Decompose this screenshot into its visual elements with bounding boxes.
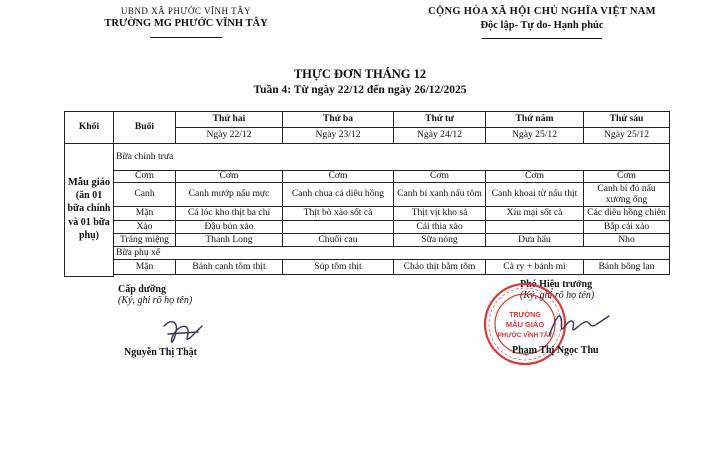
agency-name: UBND XÃ PHƯỚC VĨNH TÂY <box>120 6 252 16</box>
day-date: Ngày 22/12 <box>176 128 283 144</box>
dish-cell: Dưa hấu <box>486 234 584 247</box>
day-name: Thứ hai <box>176 112 283 128</box>
dish-cell: Bánh bông lan <box>584 260 670 275</box>
dish-cell <box>283 221 394 234</box>
dish-cell: Sữa nóng <box>394 234 486 247</box>
day-date: Ngày 25/12 <box>486 128 584 144</box>
dish-cell: Chuối cau <box>283 234 394 247</box>
dish-cell: Cơm <box>176 171 283 183</box>
dish-cell: Canh khoai từ nấu thịt <box>486 183 584 207</box>
dish-cell: Canh bí xanh nấu tôm <box>394 183 486 207</box>
dish-label: Mặn <box>114 260 176 275</box>
khoi-note: (ăn 01 bữa chính và 01 bữa phụ) <box>67 189 111 242</box>
dish-label: Mặn <box>114 207 176 221</box>
signer-name-right: Phạm Thị Ngọc Thu <box>512 345 599 356</box>
khoi-cell <box>65 144 114 277</box>
dish-cell <box>486 221 584 234</box>
table-row <box>65 221 670 234</box>
signature-block-left <box>118 284 258 306</box>
dish-cell: Cơm <box>486 171 584 183</box>
table-row <box>65 234 670 247</box>
page-title: THỰC ĐƠN THÁNG 12 <box>293 67 427 81</box>
column-header-buoi: Buổi <box>114 112 176 144</box>
dish-cell: Nho <box>584 234 670 247</box>
agency-header <box>96 6 276 29</box>
day-date: Ngày 25/12 <box>584 128 670 144</box>
dish-cell: Canh bí đỏ nấu xương ống <box>584 183 670 207</box>
dish-cell: Các diêu hồng chiên <box>584 207 670 221</box>
dish-cell: Cháo thịt bằm tôm <box>394 260 486 275</box>
stamp-text-line1: TRƯỜNG <box>509 312 541 319</box>
dish-cell: Bắp cải xào <box>584 221 670 234</box>
day-date: Ngày 24/12 <box>394 128 486 144</box>
menu-table <box>64 111 670 277</box>
page-subtitle: Tuần 4: Từ ngày 22/12 đến ngày 26/12/2025 <box>253 84 467 96</box>
dish-cell: Xíu mại sốt cà <box>486 207 584 221</box>
column-header-khoi: Khối <box>65 112 114 144</box>
table-row <box>65 207 670 221</box>
school-name: TRƯỜNG MG PHƯỚC VĨNH TÂY <box>104 18 268 29</box>
section-row-snack <box>65 247 670 260</box>
signer-role-left: Cấp dưỡng <box>118 284 166 295</box>
handwritten-signature-right <box>545 306 615 344</box>
table-row <box>65 260 670 275</box>
table-row <box>65 171 670 183</box>
dish-cell: Cơm <box>394 171 486 183</box>
table-spacer-row <box>65 275 670 277</box>
header-row-days <box>65 112 670 128</box>
dish-cell: Thịt vịt kho sả <box>394 207 486 221</box>
dish-cell: Cơm <box>283 171 394 183</box>
signer-note-right: (Ký, ghi rõ họ tên) <box>520 290 595 301</box>
dish-cell: Canh mướp nấu mực <box>176 183 283 207</box>
dish-cell: Cơm <box>584 171 670 183</box>
signer-note-left: (Ký, ghi rõ họ tên) <box>118 295 193 306</box>
header-right-rule <box>482 38 602 39</box>
handwritten-signature-left <box>158 312 218 352</box>
dish-label: Tráng miệng <box>114 234 176 247</box>
day-name: Thứ tư <box>394 112 486 128</box>
national-motto: Độc lập- Tự do- Hạnh phúc <box>480 20 604 31</box>
section-snack: Bữa phụ xế <box>114 247 670 260</box>
dish-cell: Cá lóc kho thịt ba chỉ <box>176 207 283 221</box>
dish-label: Canh <box>114 183 176 207</box>
dish-cell: Bánh canh tôm thịt <box>176 260 283 275</box>
stamp-text-line3: PHƯỚC VĨNH TÂY <box>497 332 553 339</box>
dish-cell: Cà ry + bánh mì <box>486 260 584 275</box>
dish-cell: Đậu bún xào <box>176 221 283 234</box>
section-main-meal: Bữa chính trưa <box>114 144 670 171</box>
day-date: Ngày 23/12 <box>283 128 394 144</box>
stamp-text-line2: MẪU GIÁO <box>505 320 545 329</box>
dish-label: Cơm <box>114 171 176 183</box>
dish-label: Xào <box>114 221 176 234</box>
dish-cell: Thanh Long <box>176 234 283 247</box>
dish-cell: Canh chua cá diêu hồng <box>283 183 394 207</box>
day-name: Thứ sáu <box>584 112 670 128</box>
dish-cell: Súp tôm thịt <box>283 260 394 275</box>
day-name: Thứ năm <box>486 112 584 128</box>
signer-name-left: Nguyễn Thị Thật <box>124 347 197 358</box>
dish-cell: Cải thìa xào <box>394 221 486 234</box>
signer-role-right: Phó Hiệu trưởng <box>520 279 593 290</box>
khoi-name: Mẫu giáo <box>67 177 111 189</box>
table-spacer <box>114 275 670 277</box>
table-row <box>65 183 670 207</box>
section-row-main <box>65 144 670 171</box>
national-title: CỘNG HÒA XÃ HỘI CHỦ NGHĨA VIỆT NAM <box>428 6 656 17</box>
dish-cell: Thịt bò xào sốt cà <box>283 207 394 221</box>
header-left-rule <box>150 37 222 38</box>
day-name: Thứ ba <box>283 112 394 128</box>
national-header <box>392 6 692 31</box>
